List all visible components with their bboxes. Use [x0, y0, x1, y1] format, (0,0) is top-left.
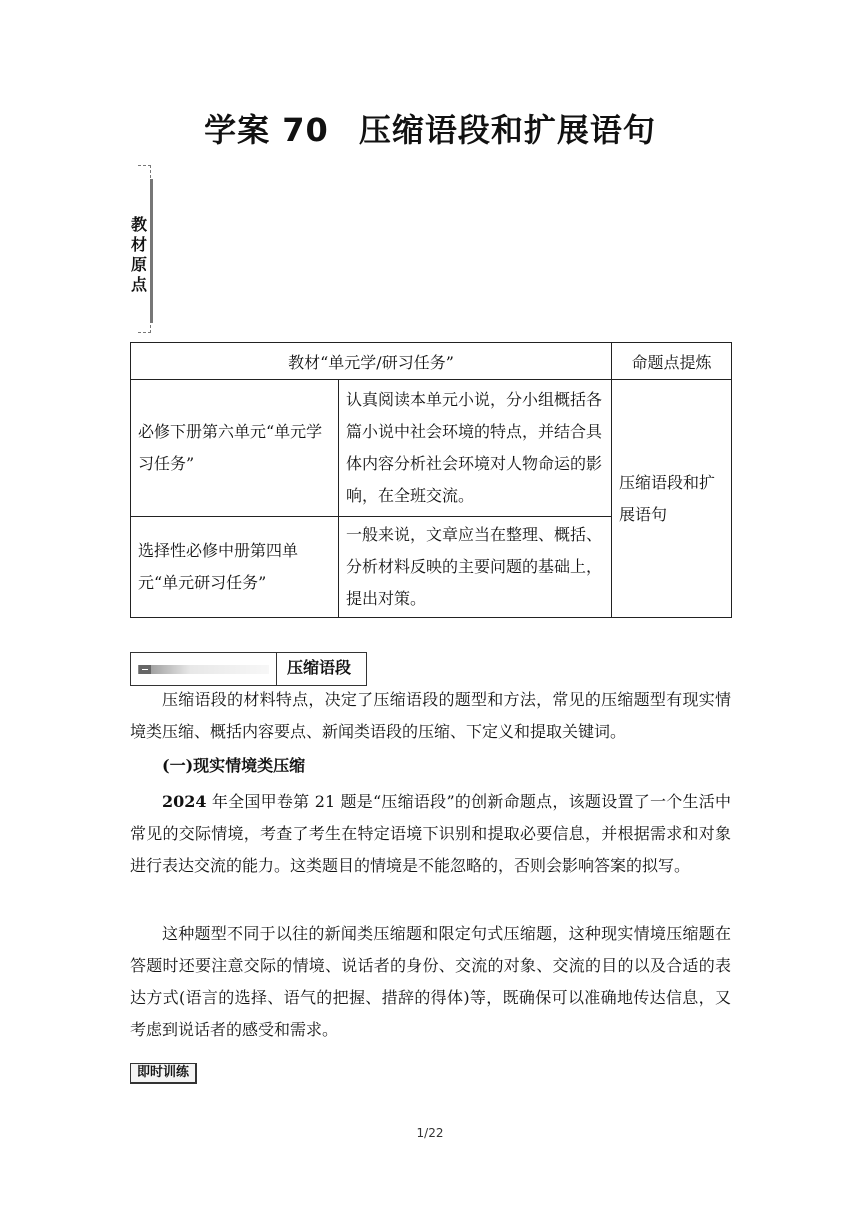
table-cell-point: 压缩语段和扩展语句	[612, 380, 732, 618]
sub-heading: (一)现实情境类压缩	[162, 756, 306, 775]
table-cell-textbook: 选择性必修中册第四单元“单元研习任务”	[131, 517, 339, 618]
side-tab-label: 教材原点	[130, 215, 147, 294]
textbook-source-table	[130, 342, 732, 618]
section-title: 压缩语段	[276, 652, 367, 686]
minus-icon	[139, 665, 151, 674]
table-cell-task: 一般来说，文章应当在整理、概括、分析材料反映的主要问题的基础上，提出对策。	[339, 517, 612, 618]
page-number: 1/22	[416, 1126, 444, 1140]
table-row	[131, 380, 732, 517]
section-header-decoration	[130, 652, 276, 686]
table-header-row	[131, 343, 732, 380]
table-cell-textbook: 必修下册第六单元“单元学习任务”	[131, 380, 339, 517]
year-text: 2024	[162, 792, 207, 811]
page-title	[0, 105, 860, 151]
title-topic: 压缩语段和扩展语句	[358, 111, 656, 149]
section-header	[130, 652, 366, 686]
side-tab	[128, 165, 152, 333]
training-tag: 即时训练	[130, 1063, 197, 1084]
table-header-point: 命题点提炼	[612, 343, 732, 380]
paragraph-2: 这种题型不同于以往的新闻类压缩题和限定句式压缩题，这种现实情境压缩题在答题时还要注意交际的情境、说话者的身份、交流的对象、交流的目的以及合适的表达方式(语言的选择、语气的把握、措辞的得体)等，既确保可以准确地传达信息，又考虑到说话者的感受和需求。	[130, 924, 731, 1039]
table-header-textbook: 教材“单元学/研习任务”	[131, 343, 612, 380]
paragraph-1-text: 年全国甲卷第 21 题是“压缩语段”的创新命题点，该题设置了一个生活中常见的交际情境，考查了考生在特定语境下识别和提取必要信息，并根据需求和对象进行表达交流的能力。这类题目的情境是不能忽略的，否则会影响答案的拟写。	[130, 792, 731, 875]
side-tab-bar	[150, 179, 153, 323]
table-cell-task: 认真阅读本单元小说，分小组概括各篇小说中社会环境的特点，并结合具体内容分析社会环境对人物命运的影响，在全班交流。	[339, 380, 612, 517]
section-stripe	[138, 665, 269, 674]
paragraph-1	[130, 786, 731, 882]
intro-paragraph: 压缩语段的材料特点，决定了压缩语段的题型和方法，常见的压缩题型有现实情境类压缩、概括内容要点、新闻类语段的压缩、下定义和提取关键词。	[130, 690, 731, 741]
title-lesson-number: 学案 70	[204, 111, 329, 149]
